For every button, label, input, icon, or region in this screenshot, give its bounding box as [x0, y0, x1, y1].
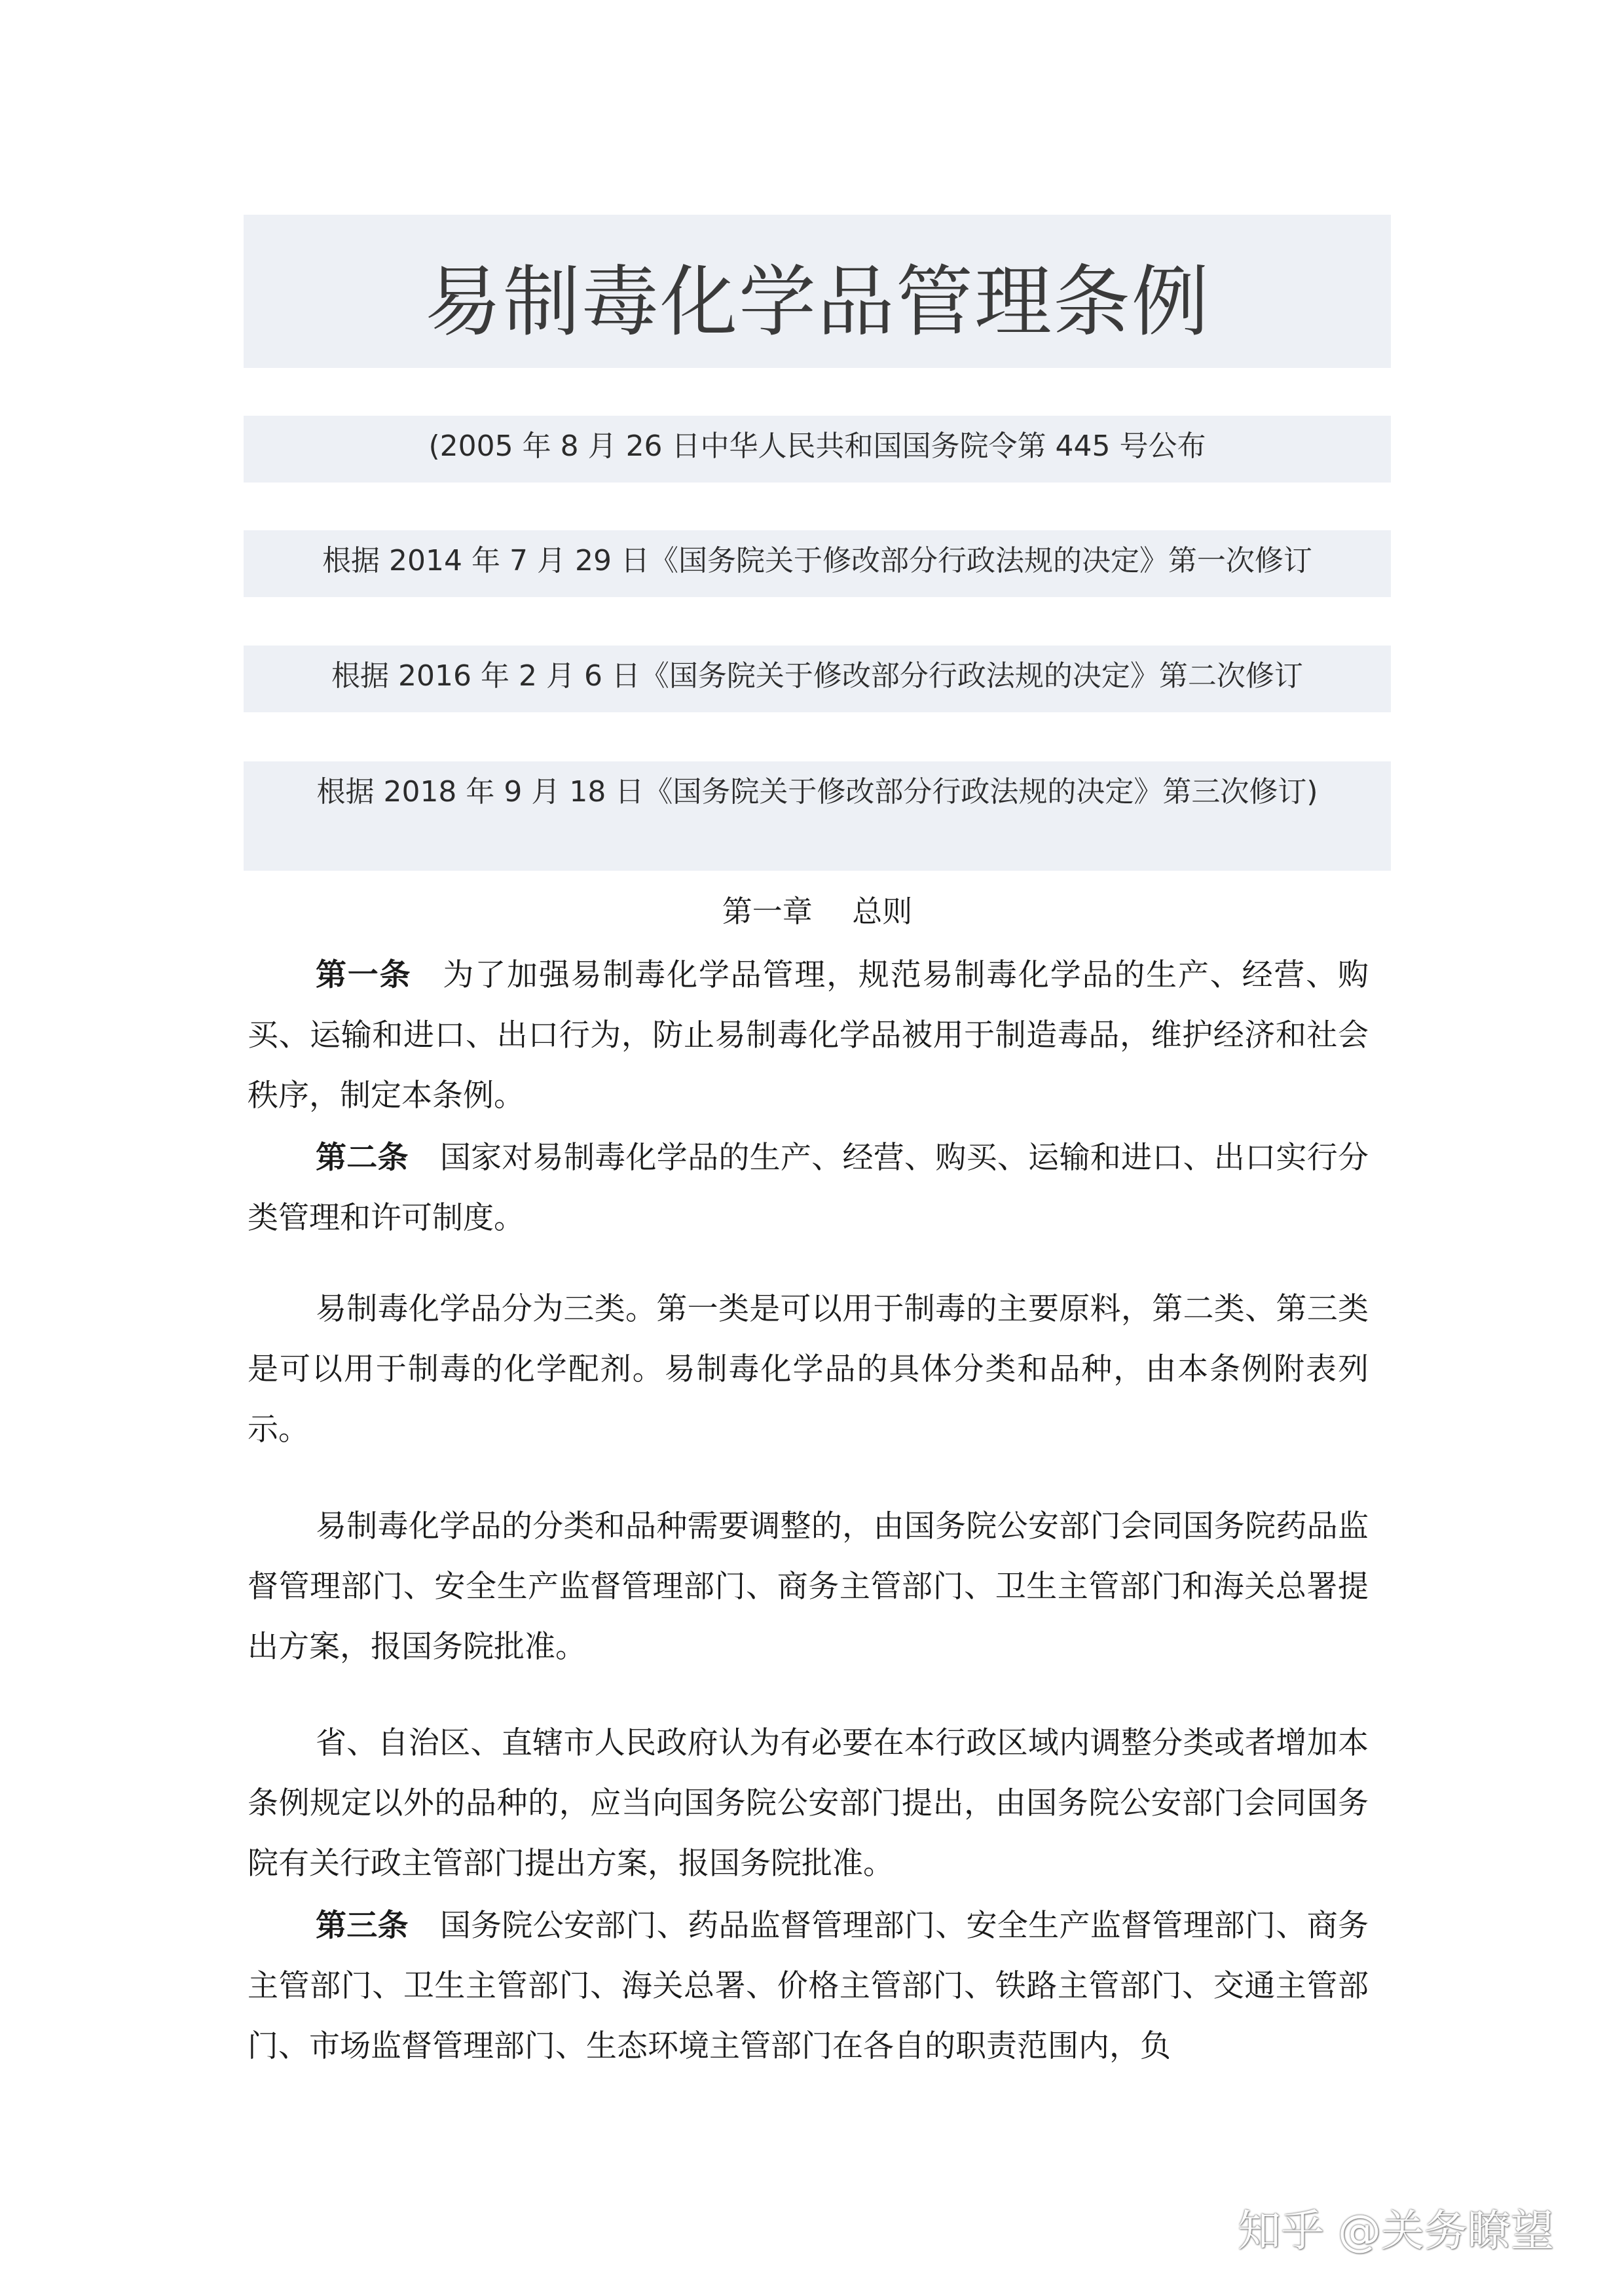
article-label: 第一条	[316, 957, 412, 993]
article-2	[248, 1128, 1369, 1248]
article-1	[248, 945, 1369, 1126]
title-band	[244, 215, 1391, 368]
history-line-1: (2005 年 8 月 26 日中华人民共和国国务院令第 445 号公布	[428, 429, 1206, 463]
article-text: 国务院公安部门、药品监督管理部门、安全生产监督管理部门、商务主管部门、卫生主管部门、海关总署、价格主管部门、铁路主管部门、交通主管部门、市场监督管理部门、生态环境主管部门在各自的职责范围内，负	[248, 1908, 1369, 2064]
history-band-3	[244, 646, 1391, 712]
paragraph-text: 易制毒化学品的分类和品种需要调整的，由国务院公安部门会同国务院药品监督管理部门、安全生产监督管理部门、商务主管部门、卫生主管部门和海关总署提出方案，报国务院批准。	[248, 1508, 1369, 1665]
article-3	[248, 1896, 1369, 2077]
history-line-4: 根据 2018 年 9 月 18 日《国务院关于修改部分行政法规的决定》第三次修订)	[316, 775, 1318, 809]
document-title: 易制毒化学品管理条例	[424, 257, 1210, 347]
history-band-2	[244, 530, 1391, 597]
history-band-4	[244, 761, 1391, 871]
paragraph-text: 省、自治区、直辖市人民政府认为有必要在本行政区域内调整分类或者增加本条例规定以外的品种的，应当向国务院公安部门提出，由国务院公安部门会同国务院有关行政主管部门提出方案，报国务院批准。	[248, 1725, 1369, 1882]
history-line-2: 根据 2014 年 7 月 29 日《国务院关于修改部分行政法规的决定》第一次修订	[322, 544, 1312, 577]
paragraph	[248, 1713, 1369, 1894]
paragraph-text: 易制毒化学品分为三类。第一类是可以用于制毒的主要原料，第二类、第三类是可以用于制毒的化学配剂。易制毒化学品的具体分类和品种，由本条例附表列示。	[248, 1291, 1369, 1448]
article-text: 国家对易制毒化学品的生产、经营、购买、运输和进口、出口实行分类管理和许可制度。	[248, 1140, 1369, 1236]
paragraph	[248, 1497, 1369, 1677]
zhihu-watermark: 知乎 @关务瞭望	[1238, 2206, 1554, 2256]
chapter-heading: 第一章 总则	[722, 894, 913, 929]
history-line-3: 根据 2016 年 2 月 6 日《国务院关于修改部分行政法规的决定》第二次修订	[331, 659, 1303, 693]
history-band-1	[244, 416, 1391, 483]
article-label: 第二条	[316, 1140, 409, 1176]
paragraph	[248, 1279, 1369, 1460]
article-text: 为了加强易制毒化学品管理，规范易制毒化学品的生产、经营、购买、运输和进口、出口行为，防止易制毒化学品被用于制造毒品，维护经济和社会秩序，制定本条例。	[248, 957, 1369, 1114]
article-label: 第三条	[316, 1908, 409, 1944]
